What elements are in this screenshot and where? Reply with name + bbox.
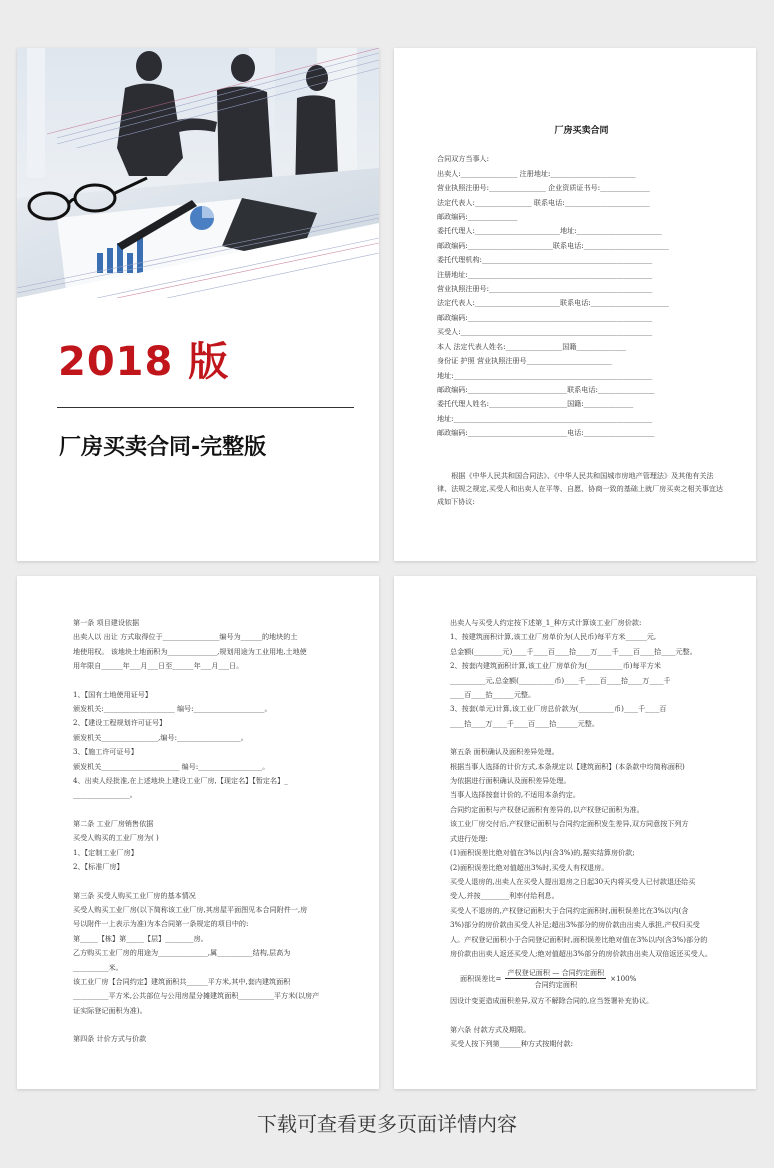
text-line: 因设计变更造成面积差异,双方不解除合同的,应当签署补充协议。: [450, 996, 654, 1006]
text-line: 房价款由出卖人返还买受人;绝对值超出3%部分的房价款由出卖人双倍返还买受人。: [450, 948, 712, 958]
text-line: 1、按建筑面积计算,该工业厂房单价为(人民币)每平方米______元,: [450, 632, 657, 642]
text-line: 该工业厂房【合同约定】建筑面积共______平方米,其中,套内建筑面积: [73, 976, 291, 986]
text-line: 委托代理人姓名:______________________国籍:______________: [437, 399, 634, 409]
text-line: 3、按套(单元)计算,该工业厂房总价款为(__________币)____千____百: [450, 704, 667, 714]
text-line: 邮政编码:____________________________电话:____________________: [437, 428, 655, 438]
formula-suffix: ×100%: [610, 973, 637, 983]
text-line: 2、【建设工程规划许可证号】: [73, 718, 167, 728]
text-line: 颁发机关________________,编号:__________________。: [73, 732, 248, 742]
text-line: 总金额(________元)____千____百____拾____万____千____百____拾____元整。: [450, 646, 697, 656]
text-line: [73, 875, 339, 889]
text-line: 该工业厂房交付后,产权登记面积与合同约定面积发生差异,双方同意按下列方: [450, 819, 689, 829]
text-line: __________米。: [73, 962, 123, 972]
contract-title: 厂房买卖合同: [554, 126, 609, 136]
text-line: 委托代理机构:________________________________________________: [437, 255, 653, 265]
text-line: 号以附件一上表示为准)为本合同第一条规定的项目中的:: [73, 919, 249, 929]
text-line: 2、【标准厂房】: [73, 862, 124, 872]
text-line: 合同双方当事人:: [437, 154, 490, 164]
text-line: __________元,总金额(__________币)____千____百____拾____万____千: [450, 675, 671, 685]
formula-numerator: 产权登记面积 — 合同约定面积: [507, 968, 605, 978]
cover-year: 2018 版: [58, 339, 230, 385]
text-line: [450, 731, 716, 745]
text-line: 颁发机关______________________ 编号:__________________。: [73, 761, 270, 771]
text-line: 委托代理人:________________________地址:________________________: [437, 226, 662, 236]
text-line: 买受人购买的工业厂房为( ): [73, 833, 159, 843]
formula-fraction: [505, 967, 606, 990]
text-line: 根据当事人选择的计价方式,本条规定以【建筑面积】(本条款中均简称面积): [450, 761, 685, 771]
text-line: 4、出卖人经批准,在上述地块上建设工业厂房,【现定名】【暂定名】_: [73, 776, 288, 786]
text-line: 第五条 面积确认及面积差异处理。: [450, 747, 559, 757]
cover-page: [17, 48, 379, 561]
text-line: 买受人退房的,出卖人在买受人提出退房之日起30天内将买受人已付款退还给买: [450, 876, 696, 886]
text-line: 营业执照注册号:________________ 企业资质证书号:______________: [437, 183, 650, 193]
text-line: 出卖人以 出让 方式取得位于________________编号为______的地块的土: [73, 632, 298, 642]
formula-denominator: 合同约定面积: [534, 980, 578, 990]
text-line: [73, 803, 339, 817]
contract-page-4: [394, 576, 756, 1089]
area-error-formula: [460, 967, 716, 990]
text-line: 受人,并按________利率付给利息。: [450, 891, 559, 901]
text-line: 第二条 工业厂房销售依据: [73, 818, 154, 828]
text-line: 地址:________________________________________________________: [437, 370, 653, 380]
text-line: 用年限自______年___月___日至______年___月___日。: [73, 661, 244, 671]
text-line: 1、【定制工业厂房】: [73, 847, 138, 857]
text-line: [450, 1009, 716, 1023]
text-line: 地使用权。 该地块土地面积为______________,规划用途为工业用地,土地使: [73, 646, 307, 656]
page-2-body: [394, 48, 756, 508]
price-terms-lines: [450, 616, 716, 961]
text-line: 法定代表人:________________________联系电话:______________________: [437, 298, 669, 308]
text-line: 第_____【栋】第_____【层】________房。: [73, 933, 208, 943]
text-line: (2)面积误差比绝对值超出3%时,买受人有权退房。: [450, 862, 609, 872]
text-line: 合同约定面积与产权登记面积有差异的,以产权登记面积为准。: [450, 804, 644, 814]
text-line: 地址:________________________________________________________: [437, 413, 653, 423]
text-line: 乙方购买工业厂房的用途为______________,属__________结构,层高为: [73, 948, 291, 958]
text-line: 第六条 付款方式及期限。: [450, 1024, 531, 1034]
text-line: __________平方米,公共部位与公用房屋分摊建筑面积__________平方米(以房产: [73, 991, 320, 1001]
text-line: 出卖人与买受人约定按下述第_1_种方式计算该工业厂房价款:: [450, 618, 642, 627]
text-line: 第三条 买受人购买工业厂房的基本情况: [73, 890, 196, 900]
text-line: 邮政编码:______________: [437, 212, 518, 222]
page-4-body: [394, 576, 756, 1052]
text-line: 买受人按下列第______种方式按期付款:: [450, 1039, 573, 1049]
text-line: ____百____拾______元整。: [450, 690, 536, 700]
text-line: 3、【施工许可证号】: [73, 747, 138, 757]
text-line: 身份证 护照 营业执照注册号________________________: [437, 356, 612, 366]
text-line: 3%)部分的房价款由买受人补足;超出3%部分的房价款由出卖人承担,产权归买受: [450, 920, 700, 930]
text-line: 颁发机关:____________________ 编号:____________________。: [73, 704, 272, 714]
payment-terms-lines: [450, 994, 716, 1051]
text-line: 1、【国有土地使用证号】: [73, 689, 152, 699]
cover-photo: [17, 48, 379, 298]
text-line: 当事人选择按套计价的,不适用本条约定。: [450, 790, 580, 800]
text-line: 营业执照注册号:______________________________________________: [437, 284, 653, 294]
cover-title: 厂房买卖合同-完整版: [59, 435, 267, 460]
text-line: 为依据进行面积确认及面积差异处理。: [450, 776, 571, 786]
text-line: (1)面积误差比绝对值在3%以内(含3%)的,据实结算房价款;: [450, 848, 635, 858]
text-line: [73, 674, 339, 688]
text-line: 法定代表人:________________ 联系电话:________________________: [437, 197, 650, 207]
text-line: ________________。: [73, 790, 137, 800]
text-line: 邮政编码:____________________________________________________: [437, 312, 653, 322]
text-line: 2、按套内建筑面积计算,该工业厂房单价为(__________币)每平方米: [450, 661, 661, 671]
text-line: 邮政编码:________________________联系电话:________________________: [437, 240, 669, 250]
text-line: 邮政编码:____________________________联系电话:________________: [437, 384, 655, 394]
contract-page-3: [17, 576, 379, 1089]
formula-label: 面积误差比=: [460, 973, 502, 983]
text-line: 式进行处理:: [450, 833, 488, 843]
text-line: 注册地址:____________________________________________________: [437, 269, 653, 279]
text-line: 本人 法定代表人姓名:________________国籍______________: [437, 341, 627, 351]
text-line: ____拾____万____千____百____拾______元整。: [450, 718, 599, 728]
text-line: 买受人不退房的,产权登记面积大于合同约定面积时,面积误差比在3%以内(含: [450, 905, 689, 915]
page-3-body: [17, 576, 379, 1047]
text-line: 买受人购买工业厂房(以下简称该工业厂房,其房屋平面图见本合同附件一,房: [73, 904, 308, 914]
preamble-paragraph: 根据《中华人民共和国合同法》、《中华人民共和国城市房地产管理法》及其他有关法律、法规之规定,买受人和出卖人在平等、自愿、协商一致的基础上就厂房买卖之相关事宜达成如下协议:: [437, 470, 724, 506]
party-info-lines: [437, 152, 726, 440]
text-line: 证实际登记面积为准)。: [73, 1005, 147, 1015]
text-line: 第四条 计价方式与价款: [73, 1034, 147, 1044]
text-line: [73, 1018, 339, 1032]
cover-divider: [57, 407, 354, 408]
text-line: 人。产权登记面积小于合同登记面积时,面积误差比绝对值在3%以内(含3%)部分的: [450, 934, 708, 944]
text-line: 买受人:______________________________________________________: [437, 327, 653, 337]
text-line: 出卖人:________________ 注册地址:________________________: [437, 168, 636, 178]
download-caption: 下载可查看更多页面详情内容: [257, 1112, 517, 1136]
contract-page-2: [394, 48, 756, 561]
text-line: 第一条 项目建设依据: [73, 618, 140, 627]
